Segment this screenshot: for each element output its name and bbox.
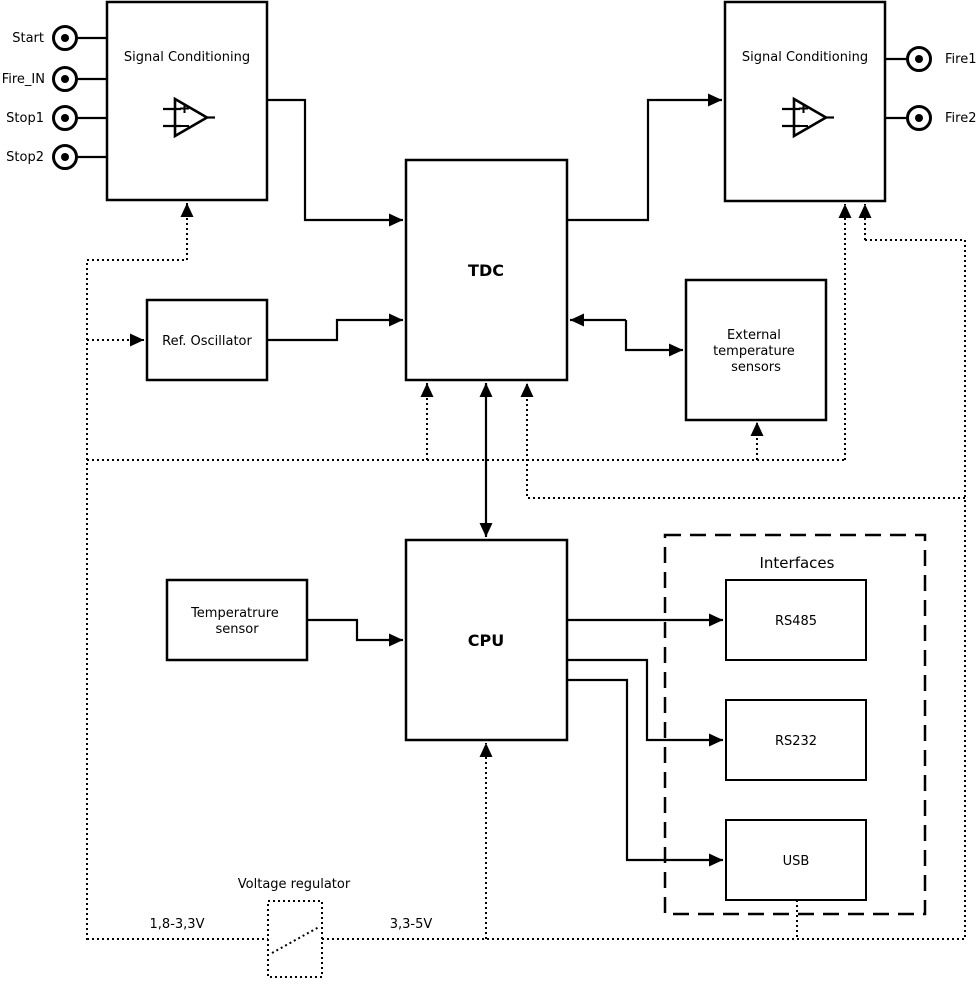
connector-pin-icon: [61, 75, 69, 83]
rs485-label: RS485: [774, 614, 818, 629]
fire1-connector: [908, 48, 977, 71]
temperature-sensor-block: [167, 580, 307, 660]
ref-oscillator-block: [147, 300, 267, 380]
signal-conditioning-right-block: [725, 2, 885, 201]
ref-oscillator-label: Ref. Oscillator: [162, 334, 252, 349]
rs485-block: [726, 580, 866, 660]
cpu-to-usb-line: [567, 680, 723, 860]
fire1-label: Fire1: [945, 52, 977, 67]
connector-pin-icon: [915, 55, 923, 63]
stop1-label: Stop1: [6, 111, 44, 126]
connector-pin-icon: [61, 114, 69, 122]
fire2-label: Fire2: [945, 111, 977, 126]
connector-pin-icon: [61, 34, 69, 42]
ref-oscillator-to-tdc-line: [267, 320, 403, 340]
high-voltage-label: 3,3-5V: [389, 917, 433, 932]
stop1-connector: [6, 107, 76, 130]
low-voltage-label: 1,8-3,3V: [149, 917, 205, 932]
external-temperature-sensors-label: External temperature sensors: [713, 328, 795, 375]
temp-sensor-to-cpu-line: [307, 620, 403, 640]
fire-in-label: Fire_IN: [1, 72, 45, 87]
cpu-to-rs232-line: [567, 660, 723, 740]
connector-pin-icon: [61, 153, 69, 161]
tdc-to-ext-temp-line: [626, 320, 683, 350]
interfaces-title: Interfaces: [759, 554, 835, 572]
tdc-label: TDC: [468, 261, 504, 280]
cpu-block: [406, 540, 567, 740]
stop2-label: Stop2: [6, 150, 44, 165]
rs232-block: [726, 700, 866, 780]
blocks: [107, 2, 885, 977]
fire-in-connector: [2, 68, 77, 91]
start-label: Start: [12, 31, 44, 46]
rs232-label: RS232: [774, 734, 818, 749]
signal-conditioning-left-block: [107, 2, 267, 200]
sc-left-to-tdc-line: [267, 100, 403, 220]
signal-conditioning-left-label: Signal Conditioning: [123, 50, 251, 65]
start-connector: [12, 27, 76, 50]
fire2-connector: [908, 107, 977, 130]
usb-label: USB: [782, 854, 810, 869]
external-temperature-sensors-block: [686, 280, 826, 420]
voltage-regulator-block: [238, 877, 351, 977]
voltage-regulator-box: [268, 901, 322, 977]
tdc-to-sc-right-line: [567, 100, 722, 220]
temperature-sensor-label: Temperatrure sensor: [191, 606, 279, 637]
signal-conditioning-left-box: [107, 2, 267, 200]
connector-pin-icon: [915, 114, 923, 122]
tdc-block: [406, 160, 567, 380]
signal-conditioning-right-label: Signal Conditioning: [741, 50, 869, 65]
stop2-connector: [6, 146, 76, 169]
cpu-label: CPU: [467, 631, 505, 650]
usb-block: [726, 820, 866, 900]
signal-conditioning-right-box: [725, 2, 885, 201]
voltage-regulator-label: Voltage regulator: [237, 877, 351, 892]
